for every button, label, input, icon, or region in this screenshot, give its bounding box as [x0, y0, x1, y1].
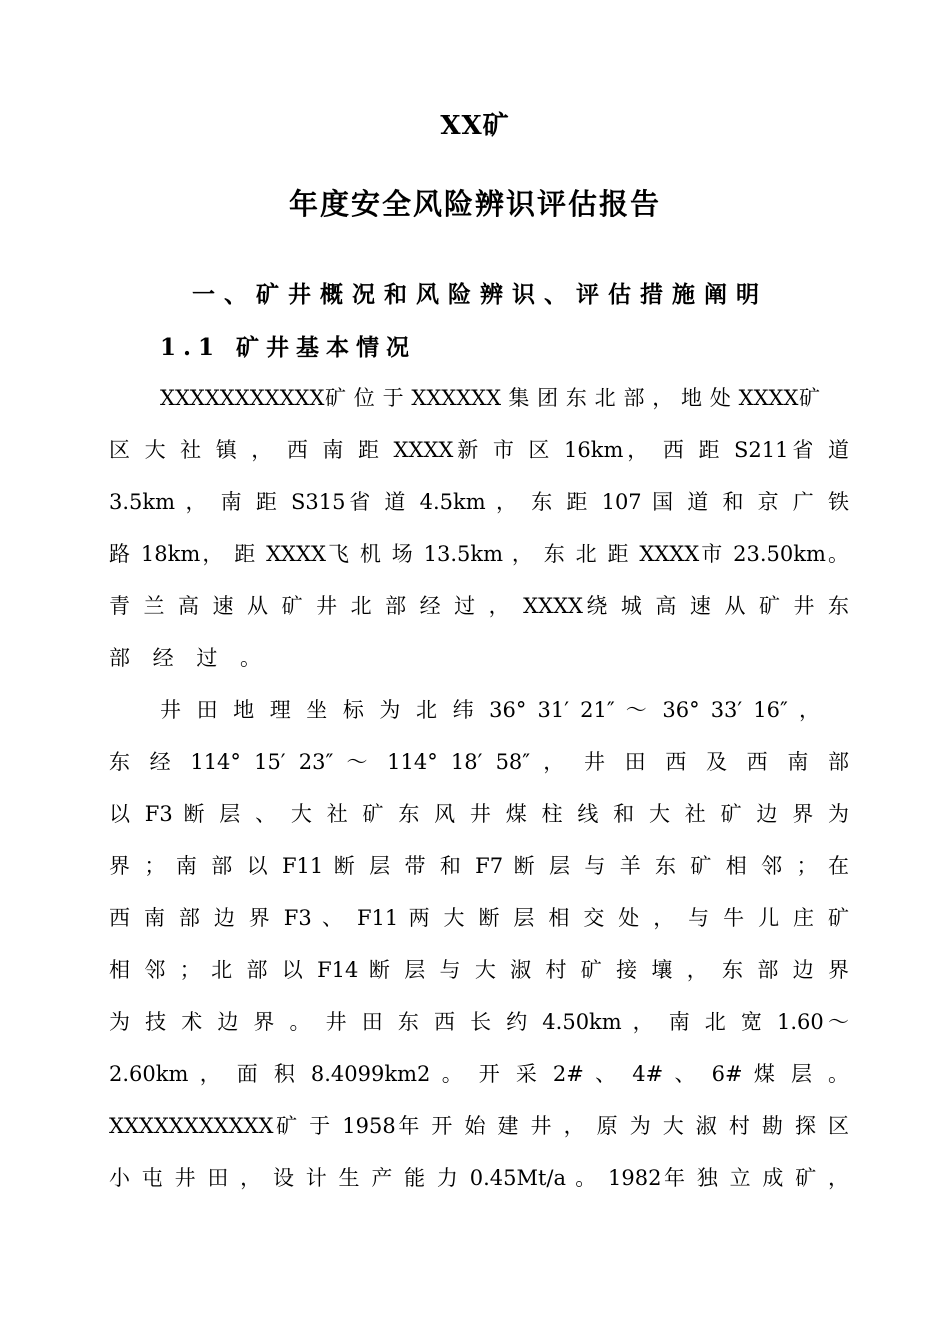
paragraph-line: 界 ； 南 部 以 F11 断 层 带 和 F7 断 层 与 羊 东 矿 相 邻 ； 在: [109, 854, 849, 878]
document-subtitle: 年度安全风险辨识评估报告: [288, 187, 661, 221]
paragraph-line: 以 F3 断 层 、 大 社 矿 东 风 井 煤 柱 线 和 大 社 矿 边 界 为: [109, 802, 849, 826]
paragraph-line: 2.60km ， 面 积 8.4099km2 。 开 采 2# 、 4# 、 6# 煤 层 。: [109, 1062, 849, 1086]
section-heading: 一、矿井概况和风险辨识、评估措施阐明: [192, 281, 768, 308]
paragraph-line: 为 技 术 边 界 。 井 田 东 西 长 约 4.50km ， 南 北 宽 1.60～: [109, 1010, 849, 1034]
paragraph-line: XXXXXXXXXXX矿 于 1958年 开 始 建 井 ， 原 为 大 淑 村 勘 探 区: [109, 1114, 849, 1138]
paragraph-line: 青 兰 高 速 从 矿 井 北 部 经 过 ， XXXX绕 城 高 速 从 矿 井 东: [109, 594, 849, 618]
paragraph-line: 东 经 114° 15′ 23″ ～ 114° 18′ 58″ ， 井 田 西 及 西 南 部: [109, 750, 849, 774]
paragraph-line: XXXXXXXXXXX矿 位 于 XXXXXX 集 团 东 北 部 ， 地 处 XXXX矿: [160, 386, 820, 410]
paragraph-line: 井 田 地 理 坐 标 为 北 纬 36° 31′ 21″ ～ 36° 33′ 16″ ，: [160, 698, 820, 722]
document-title: XX矿: [440, 111, 510, 141]
paragraph-line: 西 南 部 边 界 F3 、 F11 两 大 断 层 相 交 处 ， 与 牛 儿 庄 矿: [109, 906, 849, 930]
subsection-heading: 1.1 矿井基本情况: [160, 334, 417, 361]
paragraph-line: 区 大 社 镇 ， 西 南 距 XXXX新 市 区 16km， 西 距 S211省 道: [109, 438, 849, 462]
paragraph-line: 部 经 过 。: [109, 646, 270, 670]
paragraph-line: 相 邻 ； 北 部 以 F14 断 层 与 大 淑 村 矿 接 壤 ， 东 部 边 界: [109, 958, 849, 982]
paragraph-line: 小 屯 井 田 ， 设 计 生 产 能 力 0.45Mt/a 。 1982年 独 立 成 矿 ，: [109, 1166, 849, 1190]
paragraph-line: 路 18km， 距 XXXX飞 机 场 13.5km ， 东 北 距 XXXX市 23.50km。: [109, 542, 849, 566]
paragraph-line: 3.5km ， 南 距 S315省 道 4.5km ， 东 距 107 国 道 和 京 广 铁: [109, 490, 849, 514]
